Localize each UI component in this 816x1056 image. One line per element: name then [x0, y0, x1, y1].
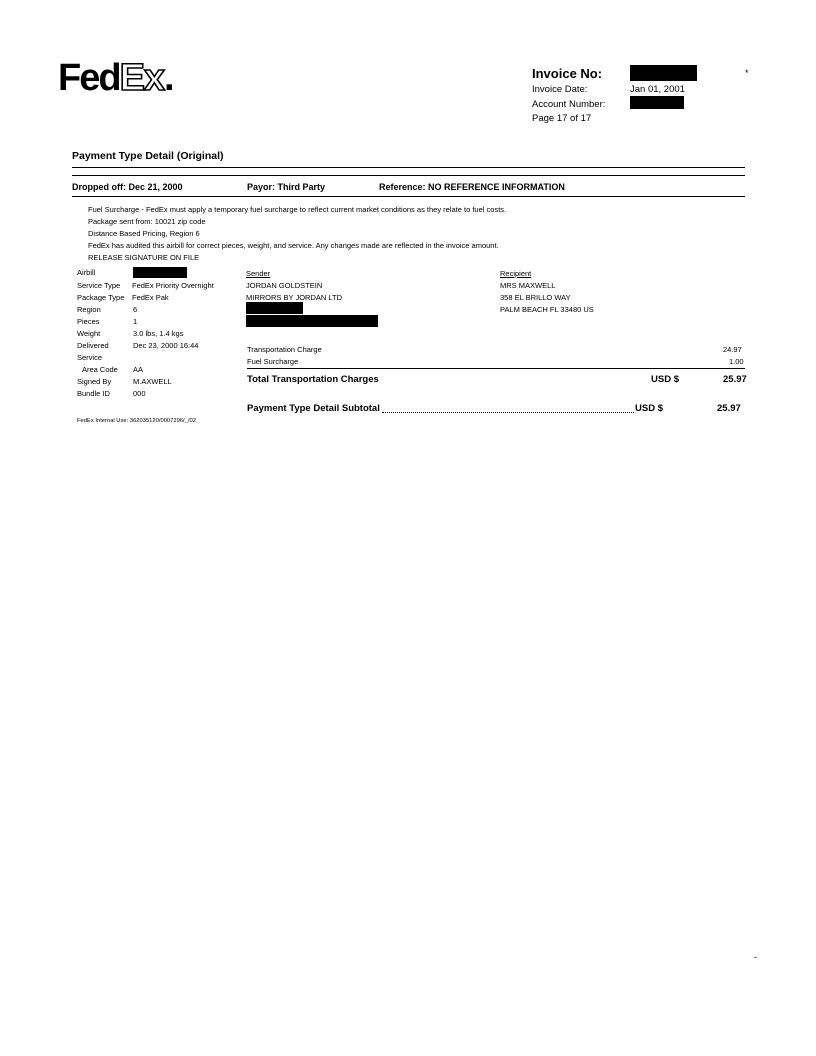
transportation-charge: 24.97: [723, 345, 742, 354]
fedex-logo: [58, 58, 173, 98]
weight-label: Weight: [77, 329, 101, 338]
signed-by-label: Signed By: [77, 377, 112, 386]
subtotal-label: Payment Type Detail Subtotal: [247, 403, 380, 414]
delivered: Dec 23, 2000 16:44: [133, 341, 199, 350]
dropped-off: Dropped off: Dec 21, 2000: [72, 182, 183, 192]
bundle-id: 000: [133, 389, 146, 398]
logo-dot: .: [164, 57, 173, 99]
sender-company: MIRRORS BY JORDAN LTD: [246, 293, 342, 302]
payor: Payor: Third Party: [247, 182, 326, 192]
corner-mark: *: [745, 68, 749, 78]
region: 6: [133, 305, 138, 314]
note-audited: FedEx has audited this airbill for correct pieces, weight, and service. Any changes made are reflected in the invoice amount.: [88, 241, 499, 250]
package-type-label: Package Type: [77, 293, 125, 302]
logo-ex: Ex: [119, 57, 165, 99]
recipient-name: MRS MAXWELL: [500, 281, 556, 290]
fuel-surcharge: 1.00: [729, 357, 744, 366]
service-label: Service: [77, 353, 103, 362]
recipient-label: Recipient: [500, 269, 532, 278]
page-number: Page 17 of 17: [532, 113, 592, 124]
total-currency: USD $: [651, 374, 679, 385]
invoice-no-label: Invoice No:: [532, 66, 603, 81]
rule-top: [72, 167, 745, 168]
note-package-sent: Package sent from: 10021 zip code: [88, 217, 206, 226]
redacted-sender-city: [246, 315, 378, 327]
area-code-label: Area Code: [82, 365, 118, 374]
recipient-city: PALM BEACH FL 33480 US: [500, 305, 594, 314]
sender-name: JORDAN GOLDSTEIN: [246, 281, 323, 290]
sender-label: Sender: [246, 269, 271, 278]
total-transportation-label: Total Transportation Charges: [247, 374, 379, 385]
total-transportation: 25.97: [723, 374, 747, 385]
bundle-id-label: Bundle ID: [77, 389, 110, 398]
recipient-street: 358 EL BRILLO WAY: [500, 293, 571, 302]
redacted-sender-street: [246, 302, 303, 314]
redacted-airbill: [133, 267, 187, 278]
redacted-account-number: [630, 96, 684, 109]
internal-use-footer: FedEx Internal Use: 362035120/0007296/_/02: [77, 418, 196, 424]
subtotal-currency: USD $: [635, 403, 663, 414]
transportation-charge-label: Transportation Charge: [247, 345, 322, 354]
charges-rule: [247, 368, 745, 369]
invoice-date-label: Invoice Date:: [532, 84, 588, 95]
pieces-label: Pieces: [77, 317, 100, 326]
signed-by: M.AXWELL: [133, 377, 172, 386]
service-type: FedEx Priority Overnight: [132, 281, 214, 290]
package-type: FedEx Pak: [132, 293, 169, 302]
logo-fed: Fed: [58, 57, 120, 99]
delivered-label: Delivered: [77, 341, 109, 350]
subtotal-leader-dots: [382, 412, 634, 413]
service-type-label: Service Type: [77, 281, 121, 290]
region-label: Region: [77, 305, 101, 314]
pieces: 1: [133, 317, 138, 326]
weight: 3.0 lbs, 1.4 kgs: [133, 329, 184, 338]
fuel-surcharge-label: Fuel Surcharge: [247, 357, 299, 366]
account-number-label: Account Number:: [532, 99, 606, 110]
area-code: AA: [133, 365, 144, 374]
subtotal: 25.97: [717, 403, 741, 414]
invoice-date: Jan 01, 2001: [630, 84, 685, 95]
rule-bar-top: [72, 175, 745, 176]
note-distance-pricing: Distance Based Pricing, Region 6: [88, 229, 200, 238]
airbill-label: Airbill: [77, 268, 96, 277]
note-fuel-surcharge: Fuel Surcharge - FedEx must apply a temporary fuel surcharge to reflect current market conditions as they relate to fuel costs.: [88, 205, 507, 214]
note-release-signature: RELEASE SIGNATURE ON FILE: [88, 253, 200, 262]
section-title: Payment Type Detail (Original): [72, 150, 224, 162]
bottom-mark: -: [754, 952, 757, 962]
redacted-invoice-number: [630, 65, 697, 81]
rule-bar-bottom: [72, 196, 745, 197]
reference: Reference: NO REFERENCE INFORMATION: [379, 182, 565, 192]
